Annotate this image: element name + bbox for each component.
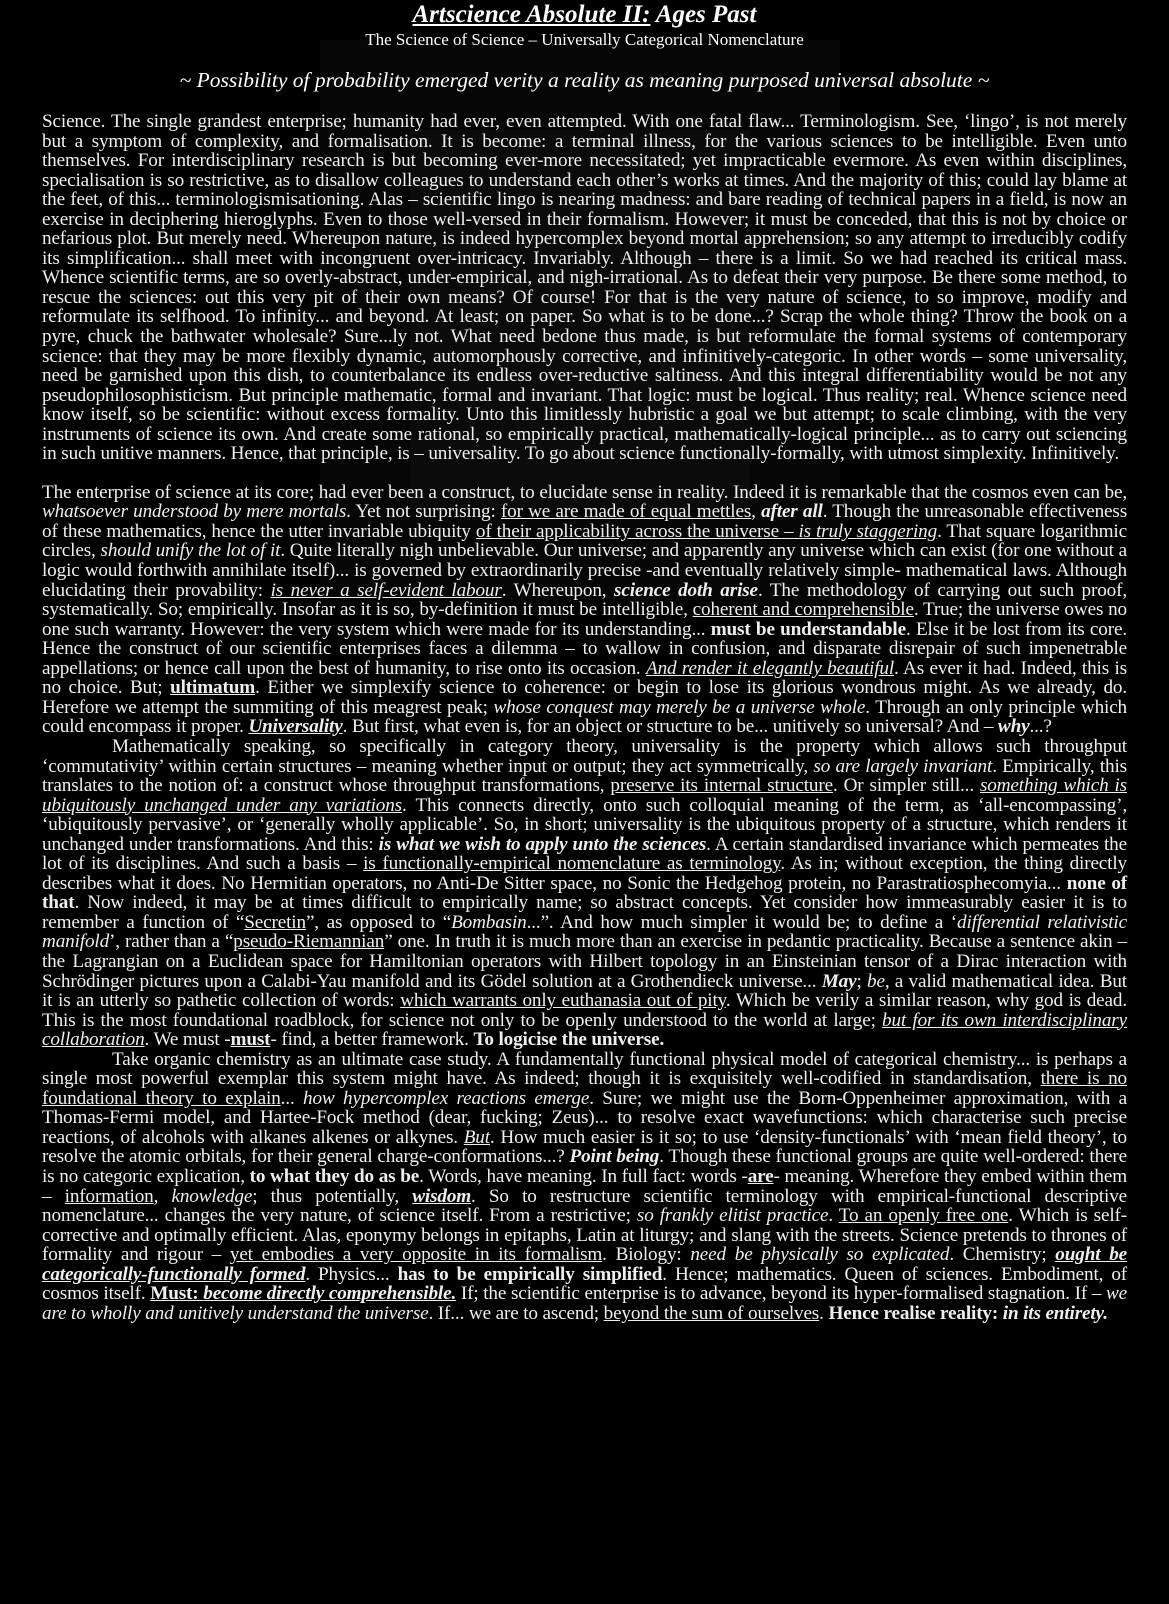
text-run: . This connects directly, onto such colloquial meaning of the term, as ‘all-encompassing’, ‘ubiquitously pervasive’, or ‘generally wholly applicable’. So, in short; universality is the ubiquitous property of a structure, which renders it unchanged under transformations. And this: [42,794,1127,855]
text-run: - find, a better framework. [270,1029,474,1051]
text-run: . Either we simplexify science to coherence: or begin to lose its glorious wondrous might. As we already, do. Herefore we attempt the summiting of this meagrest peak; [42,677,1127,718]
text-run: Hence realise reality: [828,1302,1003,1324]
text-run: Bombasin [451,911,527,933]
text-run: wisdom [412,1185,472,1207]
text-run: whose conquest may merely be a universe whole [493,696,866,718]
text-run: . We must - [144,1029,231,1051]
text-run: pseudo-Riemannian [233,931,385,953]
text-run: in its entirety. [1002,1302,1108,1324]
text-run: why [997,716,1030,738]
text-run: . If... we are to ascend; [428,1302,604,1324]
text-run: . Though these functional groups are quite well-ordered: there is no categoric explication, [42,1146,1127,1187]
text-run: so are largely invariant [813,755,993,777]
text-run: . Chemistry; [949,1244,1056,1266]
text-run: information [64,1185,154,1207]
text-run: . How much easier is it so; to use ‘density-functionals’ with ‘mean field theory’, to resolve the atomic orbitals, for their general charge-conformations...? [42,1126,1127,1168]
text-run: must [230,1029,271,1051]
text-run: To logicise the universe. [473,1029,665,1051]
text-run: . A certain standardised invariance which permeates the lot of its disciplines. And such a basis – [42,833,1127,875]
text-run: coherent and comprehensible [692,599,914,621]
text-run: . Quite literally nigh unbelievable. Our universe; and apparently any universe which can exist (for one without a logic would forthwith annihilate itself)... is governed by extraordinarily precise -and eventually relatively simple- mathematical laws. Although elucidating their provability: [42,540,1128,601]
text-run: . Physics... [305,1263,398,1285]
text-run: . [819,1302,829,1324]
text-run: . Yet not surprising: [346,501,501,523]
text-run: . But first, what even is, for an object or structure to be... unitively so universal? And – [342,716,998,738]
text-run: ; thus potentially, [252,1185,413,1207]
title-main: Artscience Absolute II: [412,1,651,28]
text-run: . The methodology of carrying out such proof, systematically. So; empirically. Insofar as it is so, by-definition it must be intelligible, [42,579,1127,621]
text-run: If; the scientific enterprise is to advance, beyond its hyper-formalised stagnation. If – [456,1283,1106,1305]
title-rest: Ages Past [650,1,757,28]
text-run: Secretin [244,911,306,933]
text-run: whatsoever understood by mere mortals [42,501,347,523]
text-run: , [751,501,762,523]
document-subtitle: The Science of Science – Universally Categorical Nomenclature [365,30,804,49]
text-run: so frankly elitist practice [636,1205,829,1227]
text-run: . [828,1205,839,1227]
text-run: be [867,970,885,992]
text-run: The enterprise of science at its core; had ever been a construct, to elucidate sense in reality. Indeed it is remarkable that the cosmos even can be, [42,481,1127,503]
text-run: Science. The single grandest enterprise; humanity had ever, even attempted. With one fatal flaw... Terminologism. See, ‘lingo’, is not merely but a symptom of complexity, and formalisation. It is become: a terminal illness, for the various sciences to be intelligible. Even unto themselves. For interdisciplinary research is but becoming ever-more necessitated; yet impracticable evermore. As even within disciplines, specialisation is so restrictive, as to disallow colleagues to understand each other’s works at times. And the majority of this; could lay blame at the feet, of this... terminologismisationing. Alas – scientific lingo is nearing madness: and bare reading of technical papers in a field, is now an exercise in deciphering hieroglyphs. Even to those well-versed in their formalism. However; it must be conceded, that this is not by choice or nefarious plot. But merely need. Whereupon nature, is indeed hypercomplex beyond mortal apprehension; so any attempt to irreducibly codify its simplification... shall meet with incongruent over-intricacy. Invariably. Although – there is a limit. So we had reached its critical mass. Whence scientific terms, are so overly-abstract, under-empirical, and nigh-irrational. As to defeat their very purpose. Be there some method, to rescue the sciences: out this very pit of their own means? Of course! For that is the very nature of science, to so improve, modify and reformulate its selfhood. To infinity... and beyond. At least; on paper. So what is to be done...? Scrap the whole thing? Throw the book on a pyre, chuck the bathwater wholesale? Sure...ly not. What need bedone thus made, is but reformulate the formal systems of contemporary science: that they may be more flexibly dynamic, automorphously corrective, and infinitively-categoric. In other words – some universality, need be garnished upon this dish, to counterbalance its endless over-reductive saltiness. And this integral differentiability would be not any pseudophilosophisticism. But principle mathematic, formal and invariant. That logic: must be logical. Thus reality; real. Whence science need know itself, so be scientific: without excess formality. Unto this limitlessly hubristic a goal we but attempt; to scale climbing, with the very instruments of science its own. And create some rational, so empirically practical, mathematically-logical principle... as to carry out sciencing in such unitive manners. Hence, that principle, is – universality. To go about science functionally-formally, with utmost simplexity. Infinitively. [42,111,1127,465]
text-run: . Which be verily a similar reason, why god is dead. This is the most foundational roadblock, for science not only to be openly understood to the world at large; [42,990,1127,1031]
text-run: should unify the lot of it [100,540,281,562]
paragraph-2 [42,483,1127,737]
text-run: , [153,1185,172,1207]
text-run: is what we wish to apply unto the sciences [378,833,707,855]
text-run: must be understandable [710,618,906,640]
text-run: . Sure; we might use the Born-Oppenheimer approximation, with a Thomas-Fermi model, and Hartee-Fock method (dear, fucking; Zeus)... to resolve exact wavefunctions: which characterise such precise reactions, of alcohols with alkanes alkenes or alkynes. [42,1087,1127,1148]
text-run: something which is ubiquitously unchanged under any variations [42,775,1127,816]
text-run: ”, as opposed to “ [305,911,452,933]
text-run: yet embodies a very opposite in its formalism [229,1244,603,1266]
text-run: differential relativistic manifold [42,911,1127,953]
text-run: none of that [42,872,1128,914]
text-run: ultimatum [170,677,256,699]
text-run: Must: [150,1283,204,1305]
text-run: . Which is self-corrective and optimally efficient. Alas, eponymy belongs in epitaphs, Latin at liturgy; and slang with the streets. Science pretends to thrones of formality and rigour – [42,1205,1128,1266]
text-run: ’, rather than a “ [109,931,234,953]
text-run: But [463,1126,490,1148]
text-run: for we are made of equal mettles [500,501,752,523]
text-run: are [747,1165,774,1187]
text-run: And render it elegantly beautiful [646,657,895,679]
text-run: we are to wholly and unitively understand the universe [42,1283,1127,1324]
text-run: ...? [1029,716,1052,738]
paragraph-3 [42,737,1127,1050]
text-run: May [821,970,857,992]
text-run: has to be empirically simplified [397,1263,663,1285]
text-run: Take organic chemistry as an ultimate case study. A fundamentally functional physical model of categorical chemistry... is perhaps a single most powerful exemplar this system might have. As indeed; though it is exquisitely well-codified in standardisation, [42,1048,1127,1090]
text-run: ...”. And how much simpler it would be; to define a ‘ [526,911,958,933]
text-run: . As in; without exception, the thing directly describes what it does. No Hermitian operators, no Anti-De Sitter space, no Sonic the Hedgehog protein, no Parastratiosphecomyia... [42,853,1127,894]
text-run: . So to restructure scientific terminology with empirical-functional descriptive nomenclature... changes the very nature, of science itself. From a restrictive; [42,1185,1128,1227]
text-run: Universality [248,716,343,738]
text-run: knowledge [171,1185,253,1207]
document-motto: ~ Possibility of probability emerged verity a reality as meaning purposed universal absolute ~ [179,68,990,92]
text-run: how hypercomplex reactions emerge [303,1087,590,1109]
text-run: . Now indeed, it may be at times difficult to empirically name; so abstract concepts. Yet consider how immeasurably easier it is to remember a function of “ [42,892,1127,933]
text-run: ought be categorically-functionally formed [42,1244,1127,1285]
text-run: . Hence; mathematics. Queen of sciences. Embodiment, of cosmos itself. [42,1263,1128,1305]
text-run: is truly staggering [798,520,938,542]
text-run: is functionally-empirical nomenclature as terminology [363,853,781,875]
text-run: of their applicability across the universe – [475,520,799,542]
text-run: . Though the unreasonable effectiveness of these mathematics, hence the utter invariable ubiquity [42,501,1128,542]
text-run: . Through an only principle which could encompass it proper. [42,696,1128,738]
text-run: . Empirically, this translates to the notion of: a construct whose throughput transformations, [42,755,1127,797]
text-run: . Else it be lost from its core. Hence the construct of our scientific enterprises faces a dilemma – to wallow in confusion, and disparate disrepair of such impenetrable appellations; or hence call upon the best of humanity, to rise onto its occasion. [42,618,1127,679]
text-run: Point being [569,1146,660,1168]
paragraph-1 [42,112,1127,464]
text-run: ” one. In truth it is much more than an exercise in pedantic practicality. Because a sentence akin – the Lagrangian on a Euclidean space for Hamiltonian operators with Hilbert topology in an Einsteinian tensor of a Dirac interaction with Schrödinger pictures upon a Calabi-Yau manifold and its Gödel solution at a Grothendieck universe... [42,931,1127,992]
text-run: To an openly free one [838,1205,1009,1227]
text-run: ... [280,1087,304,1109]
text-run: Mathematically speaking, so specifically in category theory, universality is the property which allows such throughput ‘commutativity’ within certain structures – meaning whether input or output; they act symmetrically, [42,735,1127,777]
text-run: science doth arise [614,579,758,601]
text-run: . Whereupon, [501,579,615,601]
text-run: after all [761,501,823,523]
text-run: . That square logarithmic circles, [42,520,1127,562]
text-run: . Biology: [602,1244,691,1266]
text-run: to what they do as be [249,1165,420,1187]
text-run: there is no foundational theory to explain [42,1068,1127,1109]
text-run: . True; the universe owes no one such warranty. However: the very system which were made for its understanding... [42,599,1127,640]
text-run: ; [856,970,867,992]
text-run: - meaning. Wherefore they embed within them – [42,1165,1128,1207]
text-run: need be physically so explicated [690,1244,950,1266]
text-run: preserve its internal structure [610,775,833,797]
text-run: is never a self-evident labour [270,579,502,601]
text-run: . Words, have meaning. In full fact: words - [419,1165,748,1187]
paragraph-4 [42,1050,1127,1324]
text-run: . Or simpler still... [832,775,980,797]
text-run: which warrants only euthanasia out of pity [400,990,726,1012]
text-run: but for its own interdisciplinary collaboration [42,1009,1127,1051]
document-title [42,0,1127,28]
text-run: become directly comprehensible. [203,1283,457,1305]
text-run: , a valid mathematical idea. But it is an utterly so pathetic collection of words: [42,970,1127,1012]
text-run: beyond the sum of ourselves [603,1302,820,1324]
document-body [42,112,1127,1323]
text-run: . As ever it had. Indeed, this is no choice. But; [42,657,1127,699]
